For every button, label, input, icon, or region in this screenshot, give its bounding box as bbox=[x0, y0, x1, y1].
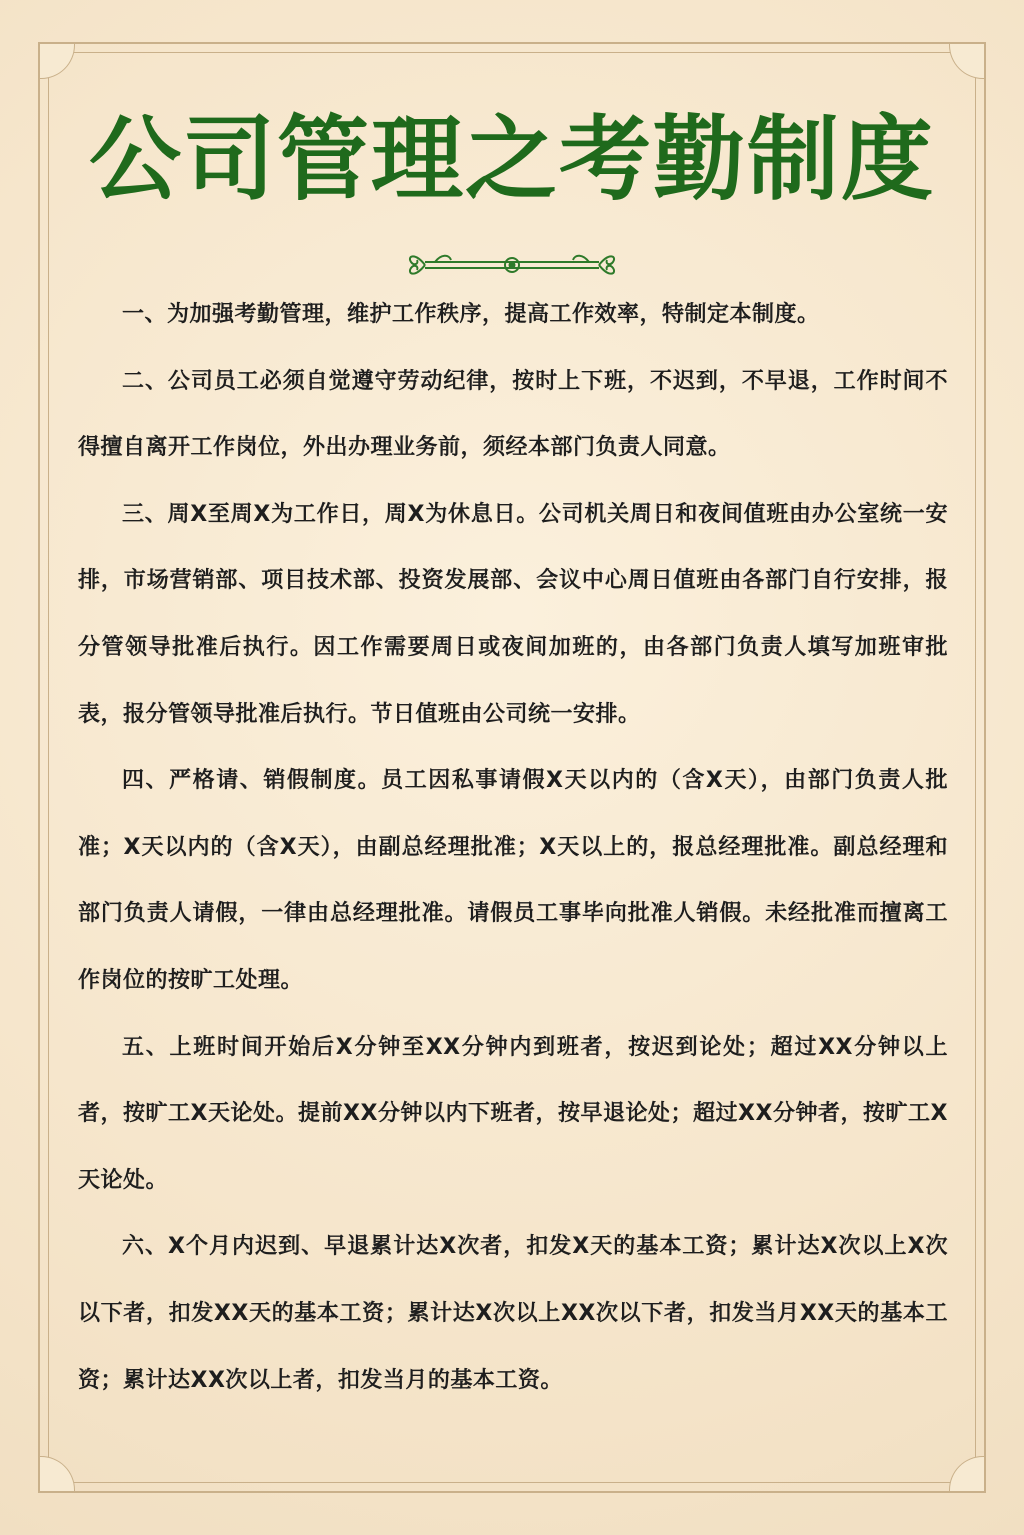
policy-paragraph-3: 三、周X至周X为工作日，周X为休息日。公司机关周日和夜间值班由办公室统一安排，市场营销部、项目技术部、投资发展部、会议中心周日值班由各部门自行安排，报分管领导批准后执行。因工作需要周日或夜间加班的，由各部门负责人填写加班审批表，报分管领导批准后执行。节日值班由公司统一安排。 bbox=[78, 501, 948, 727]
policy-body bbox=[78, 282, 948, 1414]
policy-paragraph-4: 四、严格请、销假制度。员工因私事请假X天以内的（含X天），由部门负责人批准；X天以内的（含X天），由副总经理批准；X天以上的，报总经理批准。副总经理和部门负责人请假，一律由总经理批准。请假员工事毕向批准人销假。未经批准而擅离工作岗位的按旷工处理。 bbox=[78, 768, 948, 993]
policy-paragraph-5: 五、上班时间开始后X分钟至XX分钟内到班者，按迟到论处；超过XX分钟以上者，按旷工X天论处。提前XX分钟以内下班者，按早退论处；超过XX分钟者，按旷工X天论处。 bbox=[78, 1034, 948, 1193]
policy-paragraph-6: 六、X个月内迟到、早退累计达X次者，扣发X天的基本工资；累计达X次以上X次以下者，扣发XX天的基本工资；累计达X次以上XX次以下者，扣发当月XX天的基本工资；累计达XX次以上者，扣发当月的基本工资。 bbox=[78, 1234, 948, 1393]
policy-paragraph-1: 一、为加强考勤管理，维护工作秩序，提高工作效率，特制定本制度。 bbox=[122, 302, 820, 327]
page-title: 公司管理之考勤制度 bbox=[88, 106, 935, 213]
policy-paragraph-2: 二、公司员工必须自觉遵守劳动纪律，按时上下班，不迟到，不早退，工作时间不得擅自离开工作岗位，外出办理业务前，须经本部门负责人同意。 bbox=[78, 368, 948, 461]
ornament-divider-icon bbox=[405, 248, 619, 282]
